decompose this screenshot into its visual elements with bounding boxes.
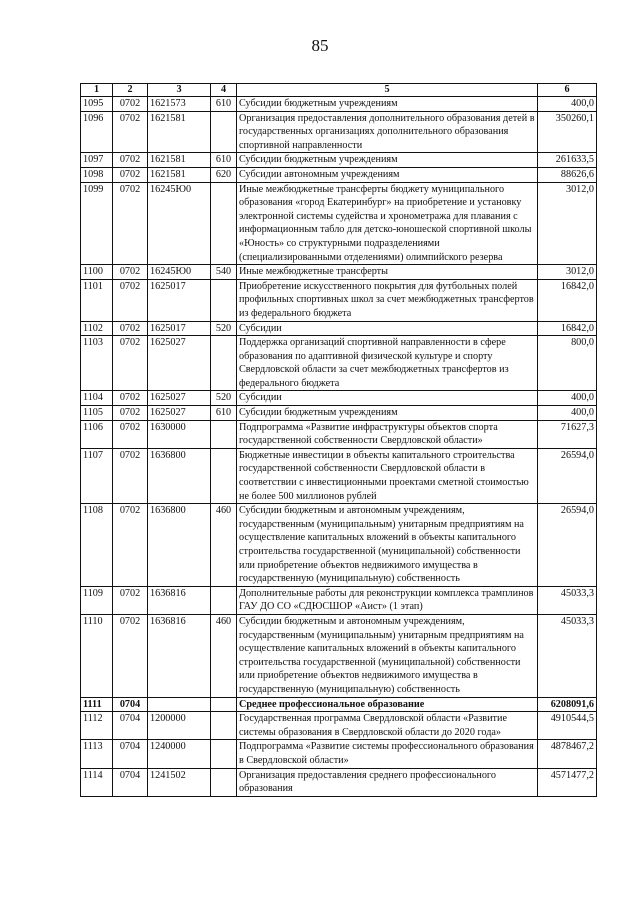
section-code: 0702 xyxy=(113,111,148,153)
table-row xyxy=(81,279,597,321)
table-row xyxy=(81,420,597,448)
target-article-code: 1621573 xyxy=(148,97,211,112)
target-article-code: 1200000 xyxy=(148,712,211,740)
target-article-code: 1621581 xyxy=(148,153,211,168)
expense-type-code xyxy=(211,586,237,614)
section-code: 0702 xyxy=(113,614,148,697)
column-header: 1 xyxy=(81,84,113,97)
table-body xyxy=(81,97,597,797)
target-article-code: 16245Ю0 xyxy=(148,265,211,280)
item-name: Подпрограмма «Развитие системы профессионального образования в Свердловской области» xyxy=(237,740,538,768)
item-name: Субсидии бюджетным учреждениям xyxy=(237,97,538,112)
item-name: Субсидии xyxy=(237,321,538,336)
expense-type-code xyxy=(211,712,237,740)
amount: 400,0 xyxy=(538,391,597,406)
target-article-code: 1625027 xyxy=(148,406,211,421)
table-row xyxy=(81,504,597,587)
table-row xyxy=(81,265,597,280)
expense-type-code xyxy=(211,697,237,712)
table-row xyxy=(81,586,597,614)
expense-type-code xyxy=(211,279,237,321)
table-row xyxy=(81,448,597,503)
section-code: 0702 xyxy=(113,448,148,503)
row-number: 1107 xyxy=(81,448,113,503)
item-name: Иные межбюджетные трансферты xyxy=(237,265,538,280)
target-article-code: 1621581 xyxy=(148,167,211,182)
expense-type-code xyxy=(211,420,237,448)
expense-type-code: 520 xyxy=(211,391,237,406)
row-number: 1095 xyxy=(81,97,113,112)
column-header: 6 xyxy=(538,84,597,97)
target-article-code: 1625027 xyxy=(148,391,211,406)
row-number: 1102 xyxy=(81,321,113,336)
row-number: 1113 xyxy=(81,740,113,768)
item-name: Иные межбюджетные трансферты бюджету муниципального образования «город Екатеринбург» на приобретение и установку электронной системы судейства и хронометража для плавания с информационным табло для детско-юношеской спортивной школы «Юность» со структурными подразделениями (специализированными отделениями) олимпийского резерва xyxy=(237,182,538,265)
expense-type-code: 460 xyxy=(211,614,237,697)
amount: 71627,3 xyxy=(538,420,597,448)
row-number: 1098 xyxy=(81,167,113,182)
amount: 4878467,2 xyxy=(538,740,597,768)
section-code: 0702 xyxy=(113,279,148,321)
expense-type-code xyxy=(211,111,237,153)
row-number: 1103 xyxy=(81,336,113,391)
section-code: 0704 xyxy=(113,740,148,768)
table-row xyxy=(81,406,597,421)
expense-type-code: 460 xyxy=(211,504,237,587)
amount: 350260,1 xyxy=(538,111,597,153)
target-article-code: 1630000 xyxy=(148,420,211,448)
table-row xyxy=(81,182,597,265)
table-row xyxy=(81,321,597,336)
target-article-code xyxy=(148,697,211,712)
amount: 400,0 xyxy=(538,406,597,421)
page-number: 85 xyxy=(311,36,329,55)
table-row xyxy=(81,111,597,153)
column-header: 4 xyxy=(211,84,237,97)
item-name: Государственная программа Свердловской области «Развитие системы образования в Свердловской области до 2020 года» xyxy=(237,712,538,740)
column-header: 5 xyxy=(237,84,538,97)
amount: 45033,3 xyxy=(538,586,597,614)
amount: 6208091,6 xyxy=(538,697,597,712)
section-code: 0704 xyxy=(113,697,148,712)
section-code: 0702 xyxy=(113,321,148,336)
amount: 4571477,2 xyxy=(538,768,597,796)
amount: 26594,0 xyxy=(538,504,597,587)
item-name: Субсидии бюджетным учреждениям xyxy=(237,406,538,421)
table-row xyxy=(81,167,597,182)
item-name: Субсидии xyxy=(237,391,538,406)
amount: 3012,0 xyxy=(538,182,597,265)
table-row xyxy=(81,712,597,740)
item-name: Субсидии бюджетным и автономным учреждениям, государственным (муниципальным) унитарным предприятиям на осуществление капитальных вложений в объекты капитального строительства государственной (муниципальной) собственности или приобретение объектов недвижимого имущества в государственную (муниципальную) собственность xyxy=(237,614,538,697)
section-code: 0702 xyxy=(113,336,148,391)
section-code: 0702 xyxy=(113,153,148,168)
section-code: 0702 xyxy=(113,504,148,587)
item-name: Организация предоставления дополнительного образования детей в государственных организациях дополнительного образования спортивной направленности xyxy=(237,111,538,153)
target-article-code: 16245Ю0 xyxy=(148,182,211,265)
target-article-code: 1625017 xyxy=(148,279,211,321)
row-number: 1111 xyxy=(81,697,113,712)
expense-type-code: 610 xyxy=(211,153,237,168)
row-number: 1106 xyxy=(81,420,113,448)
header-row xyxy=(81,84,597,97)
section-code: 0702 xyxy=(113,97,148,112)
table-row xyxy=(81,336,597,391)
target-article-code: 1636816 xyxy=(148,614,211,697)
expense-type-code: 520 xyxy=(211,321,237,336)
row-number: 1099 xyxy=(81,182,113,265)
target-article-code: 1625027 xyxy=(148,336,211,391)
row-number: 1108 xyxy=(81,504,113,587)
item-name: Приобретение искусственного покрытия для футбольных полей профильных спортивных школ за счет межбюджетных трансфертов из федерального бюджета xyxy=(237,279,538,321)
row-number: 1100 xyxy=(81,265,113,280)
target-article-code: 1636816 xyxy=(148,586,211,614)
section-code: 0702 xyxy=(113,182,148,265)
expense-type-code: 610 xyxy=(211,406,237,421)
section-code: 0702 xyxy=(113,420,148,448)
column-header: 2 xyxy=(113,84,148,97)
expense-type-code: 620 xyxy=(211,167,237,182)
amount: 261633,5 xyxy=(538,153,597,168)
item-name: Организация предоставления среднего профессионального образования xyxy=(237,768,538,796)
table-row xyxy=(81,391,597,406)
expense-type-code: 540 xyxy=(211,265,237,280)
item-name: Субсидии автономным учреждениям xyxy=(237,167,538,182)
table-row xyxy=(81,614,597,697)
amount: 800,0 xyxy=(538,336,597,391)
amount: 88626,6 xyxy=(538,167,597,182)
expense-type-code xyxy=(211,336,237,391)
table-row xyxy=(81,768,597,796)
amount: 4910544,5 xyxy=(538,712,597,740)
item-name: Бюджетные инвестиции в объекты капитального строительства государственной собственности Свердловской области в соответствии с инвестиционными проектами сметной стоимостью не более 500 миллионов рублей xyxy=(237,448,538,503)
target-article-code: 1636800 xyxy=(148,504,211,587)
section-code: 0702 xyxy=(113,167,148,182)
table-row xyxy=(81,697,597,712)
item-name: Дополнительные работы для реконструкции комплекса трамплинов ГАУ ДО СО «СДЮСШОР «Аист» (1 этап) xyxy=(237,586,538,614)
row-number: 1109 xyxy=(81,586,113,614)
target-article-code: 1240000 xyxy=(148,740,211,768)
target-article-code: 1241502 xyxy=(148,768,211,796)
section-code: 0704 xyxy=(113,768,148,796)
row-number: 1101 xyxy=(81,279,113,321)
section-code: 0702 xyxy=(113,406,148,421)
section-code: 0702 xyxy=(113,586,148,614)
column-header: 3 xyxy=(148,84,211,97)
amount: 26594,0 xyxy=(538,448,597,503)
expense-type-code xyxy=(211,768,237,796)
amount: 16842,0 xyxy=(538,321,597,336)
row-number: 1112 xyxy=(81,712,113,740)
row-number: 1114 xyxy=(81,768,113,796)
section-code: 0702 xyxy=(113,391,148,406)
expense-type-code xyxy=(211,182,237,265)
budget-table xyxy=(80,83,597,797)
table-row xyxy=(81,97,597,112)
row-number: 1110 xyxy=(81,614,113,697)
row-number: 1104 xyxy=(81,391,113,406)
item-name: Подпрограмма «Развитие инфраструктуры объектов спорта государственной собственности Свердловской области» xyxy=(237,420,538,448)
amount: 400,0 xyxy=(538,97,597,112)
row-number: 1096 xyxy=(81,111,113,153)
item-name: Среднее профессиональное образование xyxy=(237,697,538,712)
expense-type-code xyxy=(211,740,237,768)
row-number: 1105 xyxy=(81,406,113,421)
table-row xyxy=(81,740,597,768)
table-row xyxy=(81,153,597,168)
expense-type-code: 610 xyxy=(211,97,237,112)
amount: 45033,3 xyxy=(538,614,597,697)
target-article-code: 1621581 xyxy=(148,111,211,153)
expense-type-code xyxy=(211,448,237,503)
target-article-code: 1625017 xyxy=(148,321,211,336)
row-number: 1097 xyxy=(81,153,113,168)
target-article-code: 1636800 xyxy=(148,448,211,503)
amount: 3012,0 xyxy=(538,265,597,280)
item-name: Поддержка организаций спортивной направленности в сфере образования по адаптивной физической культуре и спорту Свердловской области за счет межбюджетных трансфертов из федерального бюджета xyxy=(237,336,538,391)
section-code: 0704 xyxy=(113,712,148,740)
item-name: Субсидии бюджетным и автономным учреждениям, государственным (муниципальным) унитарным предприятиям на осуществление капитальных вложений в объекты капитального строительства государственной (муниципальной) собственности или приобретение объектов недвижимого имущества в государственную (муниципальную) собственность xyxy=(237,504,538,587)
section-code: 0702 xyxy=(113,265,148,280)
amount: 16842,0 xyxy=(538,279,597,321)
item-name: Субсидии бюджетным учреждениям xyxy=(237,153,538,168)
